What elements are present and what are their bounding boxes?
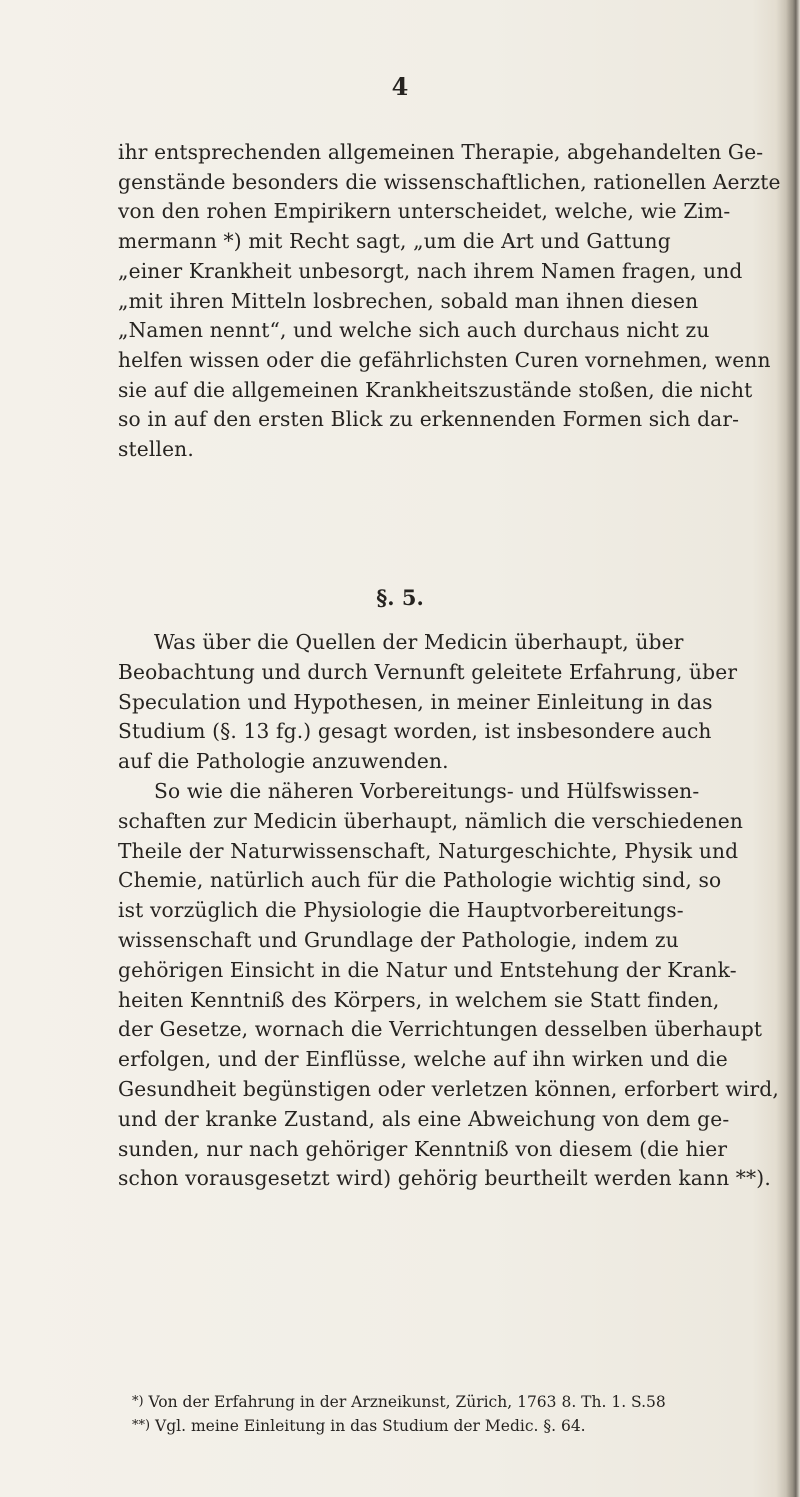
text-line: erfolgen, und der Einflüsse, welche auf ihn wirken und die	[118, 1047, 728, 1072]
text-line: ist vorzüglich die Physiologie die Hauptvorbereitungs-	[118, 898, 684, 923]
text-line: So wie die näheren Vorbereitungs- und Hülfswissen-	[154, 778, 700, 803]
text-line: stellen.	[118, 437, 194, 462]
text-line: und der kranke Zustand, als eine Abweichung von dem ge-	[118, 1106, 730, 1131]
text-line: sie auf die allgemeinen Krankheitszustände stoßen, die nicht	[118, 377, 753, 402]
section-heading: §. 5.	[376, 585, 424, 610]
text-line: Chemie, natürlich auch für die Pathologie wichtig sind, so	[118, 868, 722, 893]
text-line: heiten Kenntniß des Körpers, in welchem sie Statt finden,	[118, 987, 720, 1012]
text-line: schaften zur Medicin überhaupt, nämlich die verschiedenen	[118, 808, 743, 833]
text-line: Beobachtung und durch Vernunft geleitete Erfahrung, über	[118, 659, 738, 684]
text-line: Was über die Quellen der Medicin überhaupt, über	[154, 630, 684, 654]
footnote-text: Von der Erfahrung in der Arzneikunst, Zürich, 1763 8. Th. 1. S.58	[148, 1393, 666, 1411]
text-line: mermann *) mit Recht sagt, „um die Art und Gattung	[118, 229, 671, 254]
text-line: „einer Krankheit unbesorgt, nach ihrem Namen fragen, und	[118, 258, 743, 283]
text-line: Speculation und Hypothesen, in meiner Einleitung in das	[118, 689, 713, 714]
footnote	[132, 1414, 792, 1438]
text-line: schon vorausgesetzt wird) gehörig beurtheilt werden kann **).	[118, 1166, 771, 1191]
text-line: der Gesetze, wornach die Verrichtungen desselben überhaupt	[118, 1017, 763, 1042]
footnote-text: Vgl. meine Einleitung in das Studium der Medic. §. 64.	[155, 1417, 586, 1435]
footnote-marker: *)	[132, 1394, 144, 1409]
footnote	[132, 1390, 792, 1414]
paragraph-therapie	[118, 138, 790, 465]
text-line: helfen wissen oder die gefährlichsten Curen vornehmen, wenn	[118, 347, 771, 372]
text-line: Studium (§. 13 fg.) gesagt worden, ist insbesondere auch	[118, 719, 712, 744]
text-line: auf die Pathologie anzuwenden.	[118, 749, 449, 774]
text-line: Gesundheit begünstigen oder verletzen können, erforbert wird,	[118, 1076, 779, 1101]
text-line: gehörigen Einsicht in die Natur und Entstehung der Krank-	[118, 957, 737, 982]
text-line: ihr entsprechenden allgemeinen Therapie, abgehandelten Ge-	[118, 140, 764, 164]
text-line: von den rohen Empirikern unterscheidet, welche, wie Zim-	[118, 199, 731, 224]
text-line: wissenschaft und Grundlage der Pathologie, indem zu	[118, 927, 679, 952]
footnotes	[132, 1390, 792, 1438]
page-number: 4	[391, 72, 409, 101]
text-line: so in auf den ersten Blick zu erkennenden Formen sich dar-	[118, 407, 740, 432]
text-line: „mit ihren Mitteln losbrechen, sobald man ihnen diesen	[118, 288, 699, 313]
text-line: „Namen nennt“, und welche sich auch durchaus nicht zu	[118, 318, 710, 343]
section-body	[118, 628, 790, 1194]
text-line: sunden, nur nach gehöriger Kenntniß von diesem (die hier	[118, 1136, 728, 1161]
footnote-marker: **)	[132, 1418, 151, 1433]
text-line: genstände besonders die wissenschaftlichen, rationellen Aerzte	[118, 169, 781, 194]
text-line: Theile der Naturwissenschaft, Naturgeschichte, Physik und	[118, 838, 739, 863]
